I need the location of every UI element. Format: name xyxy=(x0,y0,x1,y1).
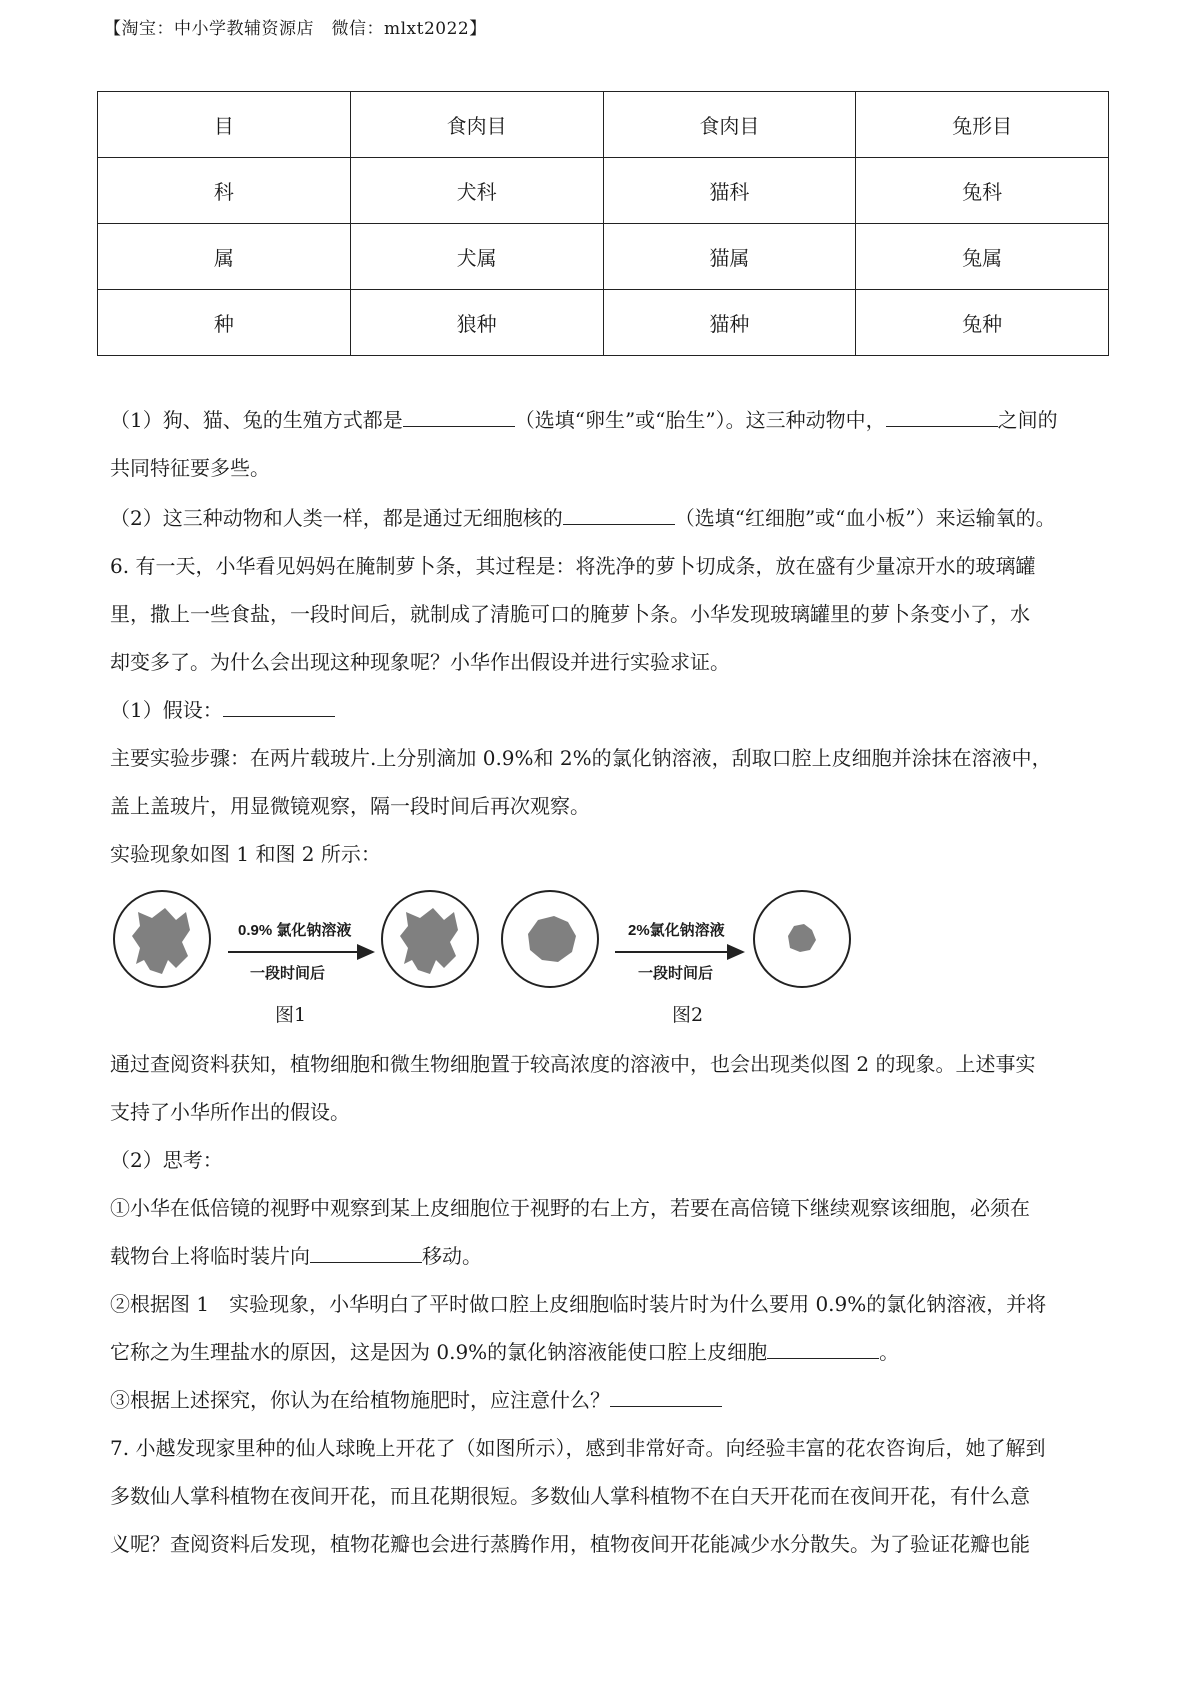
table-cell: 犬属 xyxy=(350,224,603,290)
q5-part2: （2）这三种动物和人类一样，都是通过无细胞核的 （选填“红细胞”或“血小板”）来运输氧的。 xyxy=(110,494,1105,542)
table-cell: 兔种 xyxy=(856,290,1109,356)
experiment-figure xyxy=(110,890,1110,1030)
fig2-label-top: 2%氯化钠溶液 xyxy=(628,922,725,939)
q6-think-3: ③根据上述探究，你认为在给植物施肥时，应注意什么？ xyxy=(110,1376,1105,1424)
table-cell: 兔科 xyxy=(856,158,1109,224)
fig2-label-bottom: 一段时间后 xyxy=(638,965,714,982)
table-cell: 犬科 xyxy=(350,158,603,224)
fig1-caption: 图1 xyxy=(275,1004,307,1026)
answer-blank[interactable] xyxy=(310,1238,422,1263)
table-row xyxy=(98,290,1109,356)
fig2-after-cell xyxy=(788,924,816,952)
page-header-watermark: 【淘宝：中小学教辅资源店 微信：mlxt2022】 xyxy=(104,19,487,39)
table-cell: 兔形目 xyxy=(856,92,1109,158)
table-cell: 属 xyxy=(98,224,351,290)
table-cell: 猫科 xyxy=(603,158,856,224)
answer-blank[interactable] xyxy=(610,1382,722,1407)
q6-think-2: ②根据图 1 实验现象，小华明白了平时做口腔上皮细胞临时装片时为什么要用 0.9%的氯化钠溶液，并将 它称之为生理盐水的原因，这是因为 0.9%的氯化钠溶液能使口腔上皮细胞 。 xyxy=(110,1292,1047,1364)
fig2-caption: 图2 xyxy=(672,1004,704,1026)
q6-phenomenon: 实验现象如图 1 和图 2 所示： xyxy=(110,842,381,866)
fig1-before-cell xyxy=(132,908,190,974)
q6-steps: 主要实验步骤：在两片载玻片.上分别滴加 0.9%和 2%的氯化钠溶液，刮取口腔上皮细胞并涂抹在溶液中， 盖上盖玻片，用显微镜观察，隔一段时间后再次观察。 xyxy=(110,746,1052,818)
answer-blank[interactable] xyxy=(767,1334,879,1359)
table-row xyxy=(98,158,1109,224)
answer-blank[interactable] xyxy=(886,402,998,427)
q5-part1: （1）狗、猫、兔的生殖方式都是 （选填“卵生”或“胎生”）。这三种动物中， 之间的 共同特征要多些。 xyxy=(110,396,1105,492)
table-cell: 食肉目 xyxy=(350,92,603,158)
q7-text: 7. 小越发现家里种的仙人球晚上开花了（如图所示），感到非常好奇。向经验丰富的花农咨询后，她了解到 多数仙人掌科植物在夜间开花，而且花期很短。多数仙人掌科植物不在白天开花而在夜间开花，有什么意 义呢？查阅资料后发现，植物花瓣也会进行蒸腾作用，植物夜间开花能减少水分散失。为了验证花瓣也能 xyxy=(110,1436,1046,1556)
table-cell: 狼种 xyxy=(350,290,603,356)
fig1-label-bottom: 一段时间后 xyxy=(250,965,326,982)
answer-blank[interactable] xyxy=(403,402,515,427)
q6-hypothesis: （1）假设： xyxy=(110,686,1105,734)
table-cell: 科 xyxy=(98,158,351,224)
answer-blank[interactable] xyxy=(563,500,675,525)
fig1-label-top: 0.9% 氯化钠溶液 xyxy=(238,922,352,939)
table-cell: 猫种 xyxy=(603,290,856,356)
fig2-before-cell xyxy=(528,916,576,962)
table-cell: 食肉目 xyxy=(603,92,856,158)
q6-think-1: ①小华在低倍镜的视野中观察到某上皮细胞位于视野的右上方，若要在高倍镜下继续观察该细胞，必须在 载物台上将临时装片向 移动。 xyxy=(110,1196,1030,1268)
taxonomy-table xyxy=(97,91,1109,356)
table-cell: 兔属 xyxy=(856,224,1109,290)
table-row xyxy=(98,224,1109,290)
table-cell: 目 xyxy=(98,92,351,158)
table-cell: 种 xyxy=(98,290,351,356)
answer-blank[interactable] xyxy=(223,692,335,717)
q6-intro: 6. 有一天，小华看见妈妈在腌制萝卜条，其过程是：将洗净的萝卜切成条，放在盛有少量凉开水的玻璃罐 里，撒上一些食盐，一段时间后，就制成了清脆可口的腌萝卜条。小华发现玻璃罐里的萝卜条变小了，水 却变多了。为什么会出现这种现象呢？小华作出假设并进行实验求证。 xyxy=(110,554,1036,674)
table-cell: 猫属 xyxy=(603,224,856,290)
q6-after-figure: 通过查阅资料获知，植物细胞和微生物细胞置于较高浓度的溶液中，也会出现类似图 2 的现象。上述事实 支持了小华所作出的假设。 xyxy=(110,1052,1036,1124)
q6-think: （2）思考： xyxy=(110,1148,223,1172)
fig1-after-cell xyxy=(400,908,458,974)
table-row xyxy=(98,92,1109,158)
